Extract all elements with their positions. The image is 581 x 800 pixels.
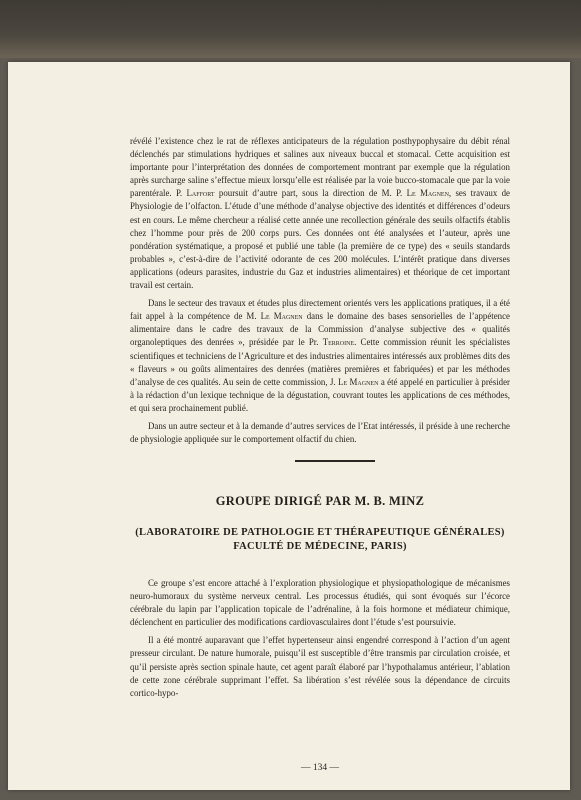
author-name: Terroine: [322, 337, 355, 348]
section1-paragraph-1: révélé l’existence chez le rat de réflexes anticipateurs de la régulation posthypophysaire du débit rénal déclenchés par stimulations hydriques et salines aux niveaux buccal et stomacal. Cette acquisition est importante pour l’interprétation des données de comportement montrant par exemple que la régulation après surcharge saline s’effectue mieux lorsqu’elle est réalisée par la voie bucco-stomacale que par la voie parentérale. P. Laffort poursuit d’autre part, sous la direction de M. P. Le Magnen, ses travaux de Physiologie de l’olfacton. L’étude d’une méthode d’analyse objective des identités et différences d’odeurs est en cours. Le même chercheur a réalisé cette année une recollection générale des seuils olfactifs établis chez l’homme pour près de 200 corps purs. Ces données ont été analysées et l’auteur, après une pondération systématique, a proposé et publié une table (la première de ce type) des « seuils standards probables », c’est-à-dire de l’activité odorante de ces 200 molécules. L’intérêt pratique dans diverses applications (odeurs parasites, industrie du Gaz et industries alimentaires) et théorique de cet important travail est certain.: [130, 136, 510, 291]
section1-paragraph-2: Dans le secteur des travaux et études plus directement orientés vers les applications pratiques, il a été fait appel à la compétence de M. Le Magnen dans le domaine des bases sensorielles de l’appétence alimentaire dans le cadre des travaux de la Commission d’analyse subjective des « qualités organoleptiques des denrées », présidée par le Pr. Terroine. Cette commission réunit les spécialistes scientifiques et techniciens de l’Agriculture et des industries alimentaires intéressés aux problèmes dits des « flaveurs » ou goûts alimentaires des denrées (matières premières et fabriquées) et par les méthodes d’analyse de ces qualités. Au sein de cette commission, J. Le Magnen a été appelé en particulier à présider à la rédaction d’un lexique technique de la dégustation, couvrant toutes les applications de ces méthodes, et qui sera prochainement publié.: [130, 298, 510, 413]
author-name: Le Magnen: [406, 188, 449, 199]
author-name: Le Magnen: [338, 376, 379, 387]
lab-name: (LABORATOIRE DE PATHOLOGIE ET THÉRAPEUTIQUE GÉNÉRALES): [135, 527, 505, 538]
section2-paragraph-1: Ce groupe s’est encore attaché à l’exploration physiologique et physiopathologique de mécanismes neuro-humoraux du système nerveux central. Les processus étudiés, qui sont évoqués sur l’écorce cérébrale du lapin par l’application topicale de l’adrénaline, à la fois hormone et médiateur chimique, déclenchent en particulier des modifications cardiovasculaires dont l’étude s’est poursuivie.: [130, 578, 510, 628]
group-title: GROUPE DIRIGÉ PAR M. B. MINZ: [215, 494, 425, 508]
author-name: Laffort: [186, 188, 215, 199]
section2-body: [130, 577, 510, 705]
section1-body: [130, 135, 510, 451]
scan-background: [0, 0, 581, 58]
group-subtitle: [130, 526, 510, 554]
section2-paragraph-2: Il a été montré auparavant que l’effet hypertenseur ainsi engendré correspond à l’action d’un agent presseur circulant. De nature humorale, puisqu’il est susceptible d’être transmis par circulation croisée, et qu’il persiste après section spinale haute, cet agent paraît élaboré par l’hypothalamus antérieur, l’ablation de cette zone cérébrale supprimant l’effet. Sa libération s’est révélée sous la dépendance de circuits cortico-hypo-: [130, 635, 510, 698]
faculty-name: FACULTÉ DE MÉDECINE, PARIS): [233, 541, 407, 552]
page-number: — 134 —: [301, 763, 339, 773]
section-divider: [295, 460, 375, 462]
author-name: Le Magnen: [260, 311, 303, 322]
section1-paragraph-3: Dans un autre secteur et à la demande d’autres services de l’Etat intéressés, il préside à une recherche de physiologie appliquée sur le comportement olfactif du chien.: [130, 420, 510, 445]
